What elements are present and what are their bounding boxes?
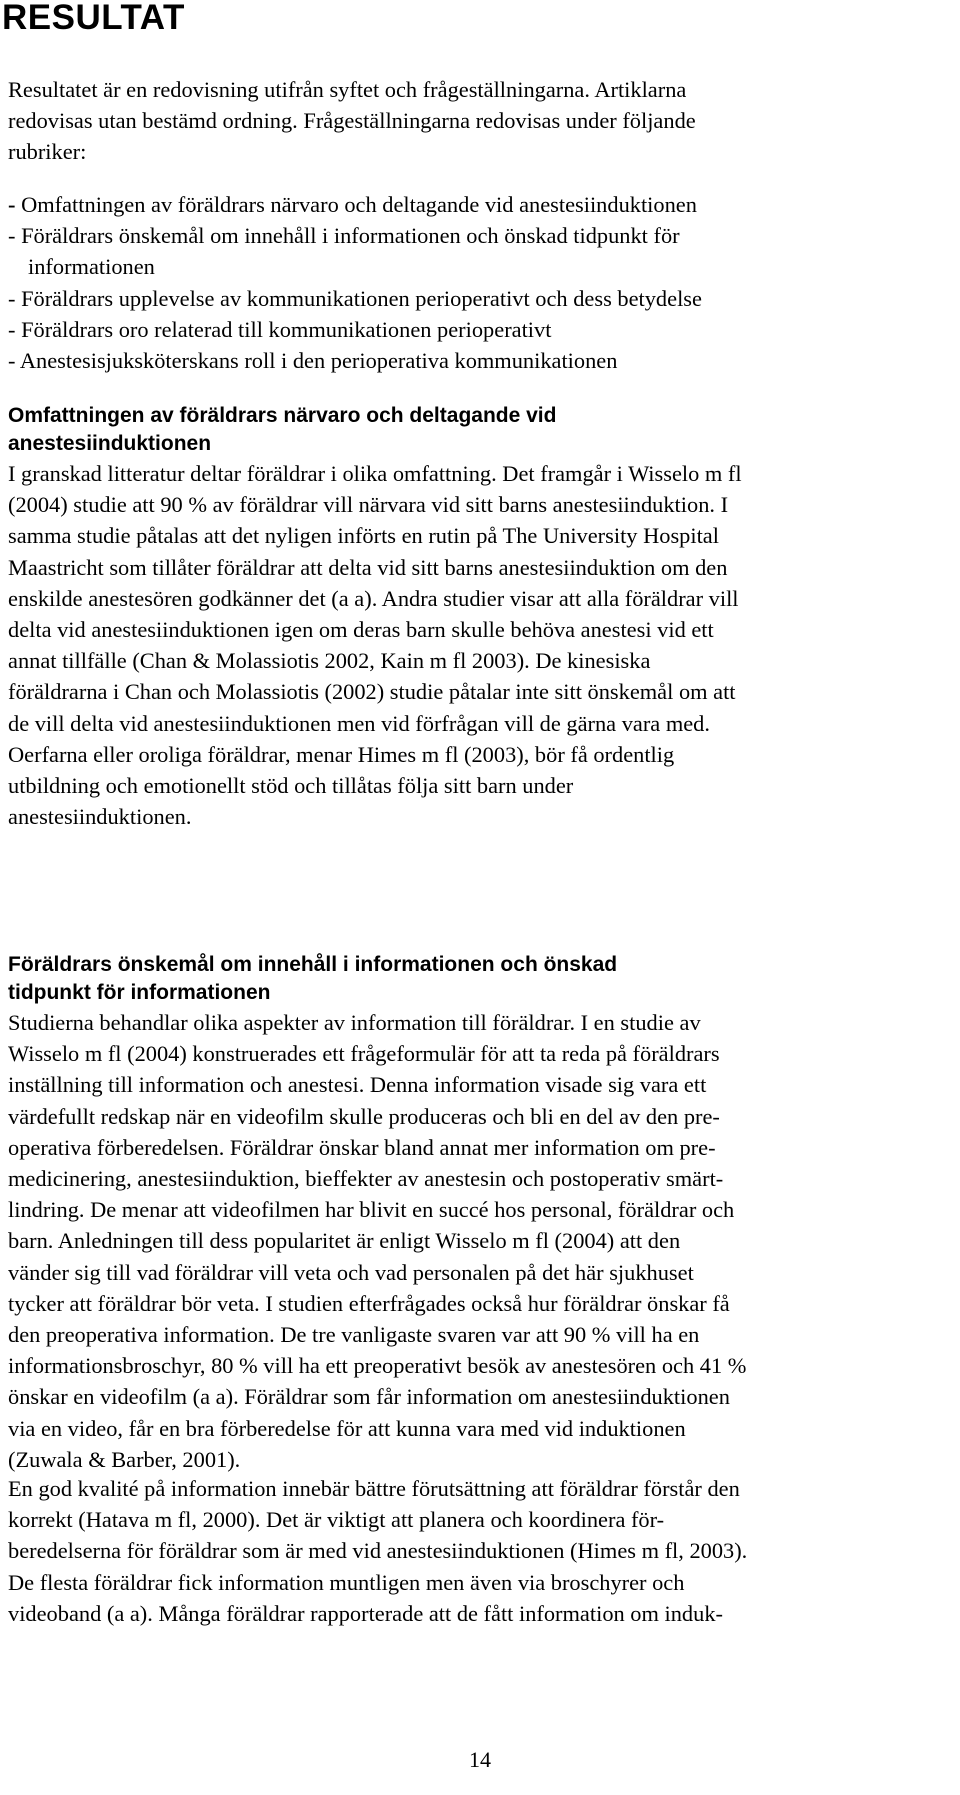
body-line: enskilde anestesören godkänner det (a a). Andra studier visar att alla föräldrar vill	[8, 585, 739, 611]
page-number: 14	[469, 1747, 491, 1772]
section-body	[8, 1007, 956, 1475]
body-line: (Zuwala & Barber, 2001).	[8, 1446, 241, 1472]
body-line: anestesiinduktionen.	[8, 804, 192, 830]
body-line: Maastricht som tillåter föräldrar att delta vid sitt barns anestesiinduktion om den	[8, 554, 728, 580]
list-item-text: Omfattningen av föräldrars närvaro och deltagande vid anestesiinduktionen	[21, 192, 697, 217]
body-line: värdefullt redskap när en videofilm skulle produceras och bli en del av den pre-	[8, 1103, 720, 1129]
section-information-wishes	[8, 951, 956, 1475]
body-line: Studierna behandlar olika aspekter av information till föräldrar. I en studie av	[8, 1010, 701, 1035]
list-dash: -	[8, 223, 16, 249]
list-item-text: Anestesisjuksköterskans roll i den perioperativa kommunikationen	[19, 348, 618, 374]
body-line: (2004) studie att 90 % av föräldrar vill närvara vid sitt barns anestesiinduktion. I	[8, 492, 729, 518]
list-item-continuation: informationen	[28, 254, 155, 280]
heading-line: tidpunkt för informationen	[8, 981, 271, 1004]
list-dash: -	[8, 316, 16, 342]
body-line: delta vid anestesiinduktionen igen om deras barn skulle behöva anestesi vid ett	[8, 617, 714, 643]
intro-line: redovisas utan bestämd ordning. Frågeställningarna redovisas under följande	[8, 108, 696, 134]
intro-line: rubriker:	[8, 139, 87, 165]
body-line: barn. Anledningen till dess popularitet är enligt Wisselo m fl (2004) att den	[8, 1228, 681, 1254]
body-line: medicinering, anestesiinduktion, bieffekter av anestesin och postoperativ smärt-	[8, 1166, 724, 1192]
body-line: videoband (a a). Många föräldrar rapporterade att de fått information om induk-	[8, 1600, 723, 1626]
heading-line: Omfattningen av föräldrars närvaro och deltagande vid	[8, 404, 557, 427]
list-item	[8, 283, 956, 314]
body-line: I granskad litteratur deltar föräldrar i olika omfattning. Det framgår i Wisselo m fl	[8, 461, 742, 486]
page-title: RESULTAT	[2, 0, 185, 37]
body-line: vänder sig till vad föräldrar vill veta och vad personalen på det här sjukhuset	[8, 1259, 694, 1285]
list-item	[8, 189, 956, 220]
body-line: önskar en videofilm (a a). Föräldrar som får information om anestesiinduktionen	[8, 1384, 730, 1410]
section-heading	[8, 402, 956, 458]
list-dash: -	[8, 348, 16, 374]
list-item-text: Föräldrars önskemål om innehåll i informationen och önskad tidpunkt för	[21, 223, 680, 249]
heading-line: Föräldrars önskemål om innehåll i informationen och önskad	[8, 953, 618, 976]
list-item	[8, 220, 956, 251]
list-item-text: Föräldrars oro relaterad till kommunikationen perioperativt	[21, 316, 552, 342]
section-body	[8, 458, 956, 832]
body-line: lindring. De menar att videofilmen har blivit en succé hos personal, föräldrar och	[8, 1197, 735, 1223]
list-item-text: Föräldrars upplevelse av kommunikationen perioperativt och dess betydelse	[21, 285, 702, 311]
list-dash: -	[8, 285, 16, 311]
list-dash: -	[8, 192, 16, 217]
section-heading	[8, 951, 956, 1007]
body-line: tycker att föräldrar bör veta. I studien efterfrågades också hur föräldrar önskar få	[8, 1290, 730, 1316]
section-presence	[8, 402, 956, 832]
body-line: operativa förberedelsen. Föräldrar önskar bland annat mer information om pre-	[8, 1134, 716, 1160]
body-line: Wisselo m fl (2004) konstruerades ett frågeformulär för att ta reda på föräldrars	[8, 1041, 720, 1067]
information-quality-paragraph	[8, 1473, 956, 1629]
body-line: via en video, får en bra förberedelse för att kunna vara med vid induktionen	[8, 1415, 686, 1441]
list-item	[8, 345, 956, 376]
body-line: utbildning och emotionellt stöd och tillåtas följa sitt barn under	[8, 773, 574, 799]
body-line: beredelserna för föräldrar som är med vid anestesiinduktionen (Himes m fl, 2003).	[8, 1538, 748, 1564]
body-line: De flesta föräldrar fick information muntligen men även via broschyrer och	[8, 1569, 685, 1595]
body-line: inställning till information och anestesi. Denna information visade sig vara ett	[8, 1072, 707, 1098]
body-line: föräldrarna i Chan och Molassiotis (2002) studie påtalar inte sitt önskemål om att	[8, 679, 736, 705]
heading-line: anestesiinduktionen	[8, 432, 212, 455]
topic-list	[8, 189, 956, 376]
body-line: korrekt (Hatava m fl, 2000). Det är viktigt att planera och koordinera för-	[8, 1507, 665, 1533]
body-line: annat tillfälle (Chan & Molassiotis 2002, Kain m fl 2003). De kinesiska	[8, 648, 651, 674]
list-item	[8, 314, 956, 345]
intro-paragraph	[8, 74, 956, 168]
body-line: samma studie påtalas att det nyligen införts en rutin på The University Hospital	[8, 523, 719, 549]
intro-line: Resultatet är en redovisning utifrån syftet och frågeställningarna. Artiklarna	[8, 77, 687, 102]
body-line: En god kvalité på information innebär bättre förutsättning att föräldrar förstår den	[8, 1476, 740, 1501]
body-line: den preoperativa information. De tre vanligaste svaren var att 90 % vill ha en	[8, 1322, 700, 1348]
body-line: informationsbroschyr, 80 % vill ha ett preoperativt besök av anestesören och 41 %	[8, 1353, 747, 1379]
body-line: Oerfarna eller oroliga föräldrar, menar Himes m fl (2003), bör få ordentlig	[8, 741, 675, 767]
body-line: de vill delta vid anestesiinduktionen men vid förfrågan vill de gärna vara med.	[8, 710, 710, 736]
